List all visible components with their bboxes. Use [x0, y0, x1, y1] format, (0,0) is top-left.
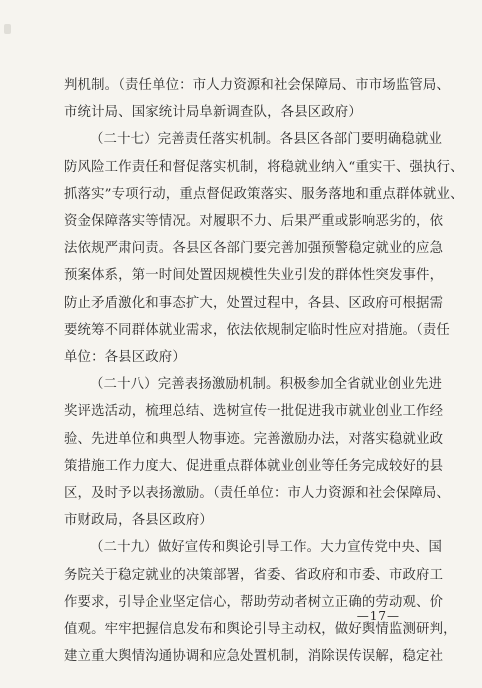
text-line: 值观。牢牢把握信息发布和舆论引导主动权，做好舆情监测研判，: [64, 622, 457, 638]
paragraph-heading-line: （二十八）完善表扬激励机制。积极参加全省就业创业先进: [90, 377, 443, 393]
text-line: 防风险工作责任和督促落实机制，将稳就业纳入“重实干、强执行、: [64, 159, 464, 175]
paragraph-heading-line: （二十七）完善责任落实机制。各县区各部门要明确稳就业: [90, 132, 443, 148]
text-line: 验、先进单位和典型人物事迹。完善激励办法，对落实稳就业政: [64, 431, 444, 447]
page-number: —17—: [356, 609, 400, 623]
text-line: 要统筹不同群体就业需求，依法依规制定临时性应对措施。（责任: [64, 322, 450, 338]
text-line: 单位：各县区政府）: [64, 350, 186, 366]
paragraph-heading-line: （二十九）做好宣传和舆论引导工作。大力宣传党中央、国: [90, 540, 443, 556]
text-line: 防止矛盾激化和事态扩大，处置过程中，各县、区政府可根据需: [64, 295, 444, 311]
text-line: 奖评选活动，梳理总结、选树宣传一批促进我市就业创业工作经: [64, 404, 444, 420]
text-line: 作要求，引导企业坚定信心，帮助劳动者树立正确的劳动观、价: [64, 594, 444, 610]
text-line: 策措施工作力度大、促进重点群体就业创业等任务完成较好的县: [64, 458, 444, 474]
text-line: 市财政局，各县区政府）: [64, 513, 213, 529]
text-line: 法依规严肃问责。各县区各部门要完善加强预警稳定就业的应急: [64, 241, 444, 257]
text-line: 预案体系，第一时间处置因规模性失业引发的群体性突发事件，: [64, 268, 444, 284]
body-text: [64, 72, 464, 670]
text-line: 抓落实”专项行动，重点督促政策落实、服务落地和重点群体就业、: [64, 186, 464, 202]
text-line: 区，及时予以表扬激励。（责任单位：市人力资源和社会保障局、: [64, 486, 450, 502]
scan-mark: [4, 24, 11, 34]
text-line: 资金保障落实等情况。对履职不力、后果严重或影响恶劣的，依: [64, 214, 444, 230]
text-line: 建立重大舆情沟通协调和应急处置机制，消除误传误解，稳定社: [64, 649, 444, 665]
text-line: 市统计局、国家统计局阜新调查队，各县区政府）: [64, 105, 362, 121]
text-line: 判机制。（责任单位：市人力资源和社会保障局、市市场监管局、: [64, 78, 450, 93]
text-line: 务院关于稳定就业的决策部署，省委、省政府和市委、市政府工: [64, 567, 444, 583]
